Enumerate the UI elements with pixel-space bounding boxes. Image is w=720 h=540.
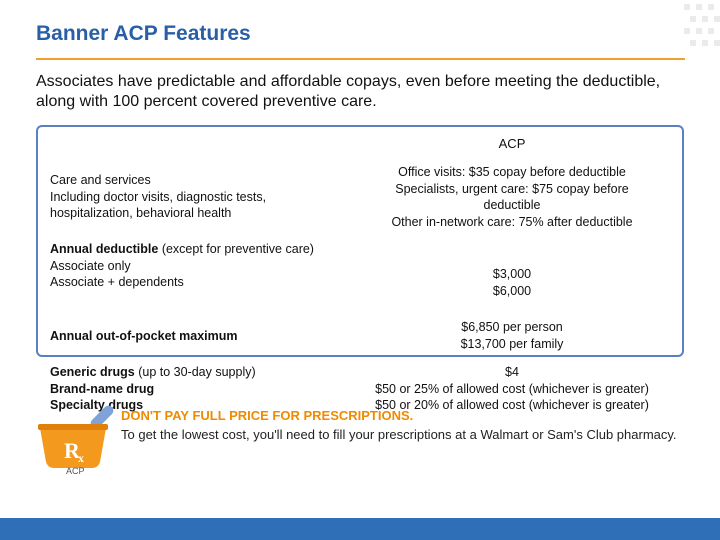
generic-drugs-value: $4 — [505, 365, 519, 379]
row-deductible-label — [50, 241, 320, 291]
generic-drugs-bold: Generic drugs — [50, 365, 135, 379]
care-services-desc-2: hospitalization, behavioral health — [50, 206, 232, 220]
deductible-single-value: $3,000 — [492, 267, 532, 281]
prescription-notice-body: To get the lowest cost, you'll need to fill your prescriptions at a Walmart or Sam's Club pharmacy. — [121, 427, 677, 442]
specialists-value: Specialists, urgent care: $75 copay before — [395, 181, 629, 196]
row-oop-label — [50, 328, 320, 345]
deductible-heading-note: (except for preventive care) — [158, 242, 314, 256]
deductible-associate-dependents: Associate + dependents — [50, 275, 184, 289]
specialists-value-cont: deductible — [483, 198, 541, 212]
intro-paragraph: Associates have predictable and affordable copays, even before meeting the deductible, along with 100 percent covered preventive care. — [36, 73, 661, 110]
deductible-family-value: $6,000 — [492, 283, 532, 298]
row-care-services-value — [358, 164, 666, 230]
bottom-color-band — [0, 518, 720, 540]
row-deductible-value — [358, 266, 666, 299]
oop-heading: Annual out-of-pocket maximum — [50, 329, 238, 343]
row-oop-value — [358, 319, 666, 352]
care-services-heading: Care and services — [50, 173, 151, 187]
page-title: Banner ACP Features — [36, 22, 251, 45]
row-care-services-label — [50, 172, 320, 222]
rx-pill-bottle-icon — [38, 420, 108, 470]
office-visits-value: Office visits: $35 copay before deductible — [398, 165, 626, 179]
oop-family-value: $13,700 per family — [460, 336, 564, 351]
care-services-desc-1: Including doctor visits, diagnostic tests, — [50, 189, 267, 204]
other-care-value: Other in-network care: 75% after deductible — [391, 214, 633, 229]
brand-drug-label — [50, 381, 320, 398]
deductible-heading — [50, 241, 320, 258]
footer-acp-label: ACP — [66, 466, 85, 476]
corner-pattern-decoration — [680, 0, 720, 60]
title-underline — [36, 58, 685, 60]
generic-drugs-label — [50, 364, 320, 381]
oop-person-value: $6,850 per person — [461, 320, 563, 334]
table-column-header-acp: ACP — [498, 136, 526, 151]
brand-drug-value: $50 or 25% of allowed cost (whichever is greater) — [375, 381, 649, 396]
row-drugs-value — [358, 364, 666, 414]
svg-text:x: x — [78, 451, 84, 465]
prescription-notice-title: DON'T PAY FULL PRICE FOR PRESCRIPTIONS. — [121, 408, 414, 423]
deductible-associate-only: Associate only — [50, 258, 131, 273]
specialty-drugs-bold: Specialty drugs — [50, 398, 144, 412]
generic-drugs-note: (up to 30-day supply) — [134, 365, 256, 379]
specialty-drugs-value: $50 or 20% of allowed cost (whichever is greater) — [375, 398, 649, 412]
deductible-heading-bold: Annual deductible — [50, 242, 159, 256]
svg-text:R: R — [64, 438, 80, 463]
brand-drug-bold: Brand-name drug — [50, 381, 155, 396]
row-drugs-label — [50, 364, 320, 414]
